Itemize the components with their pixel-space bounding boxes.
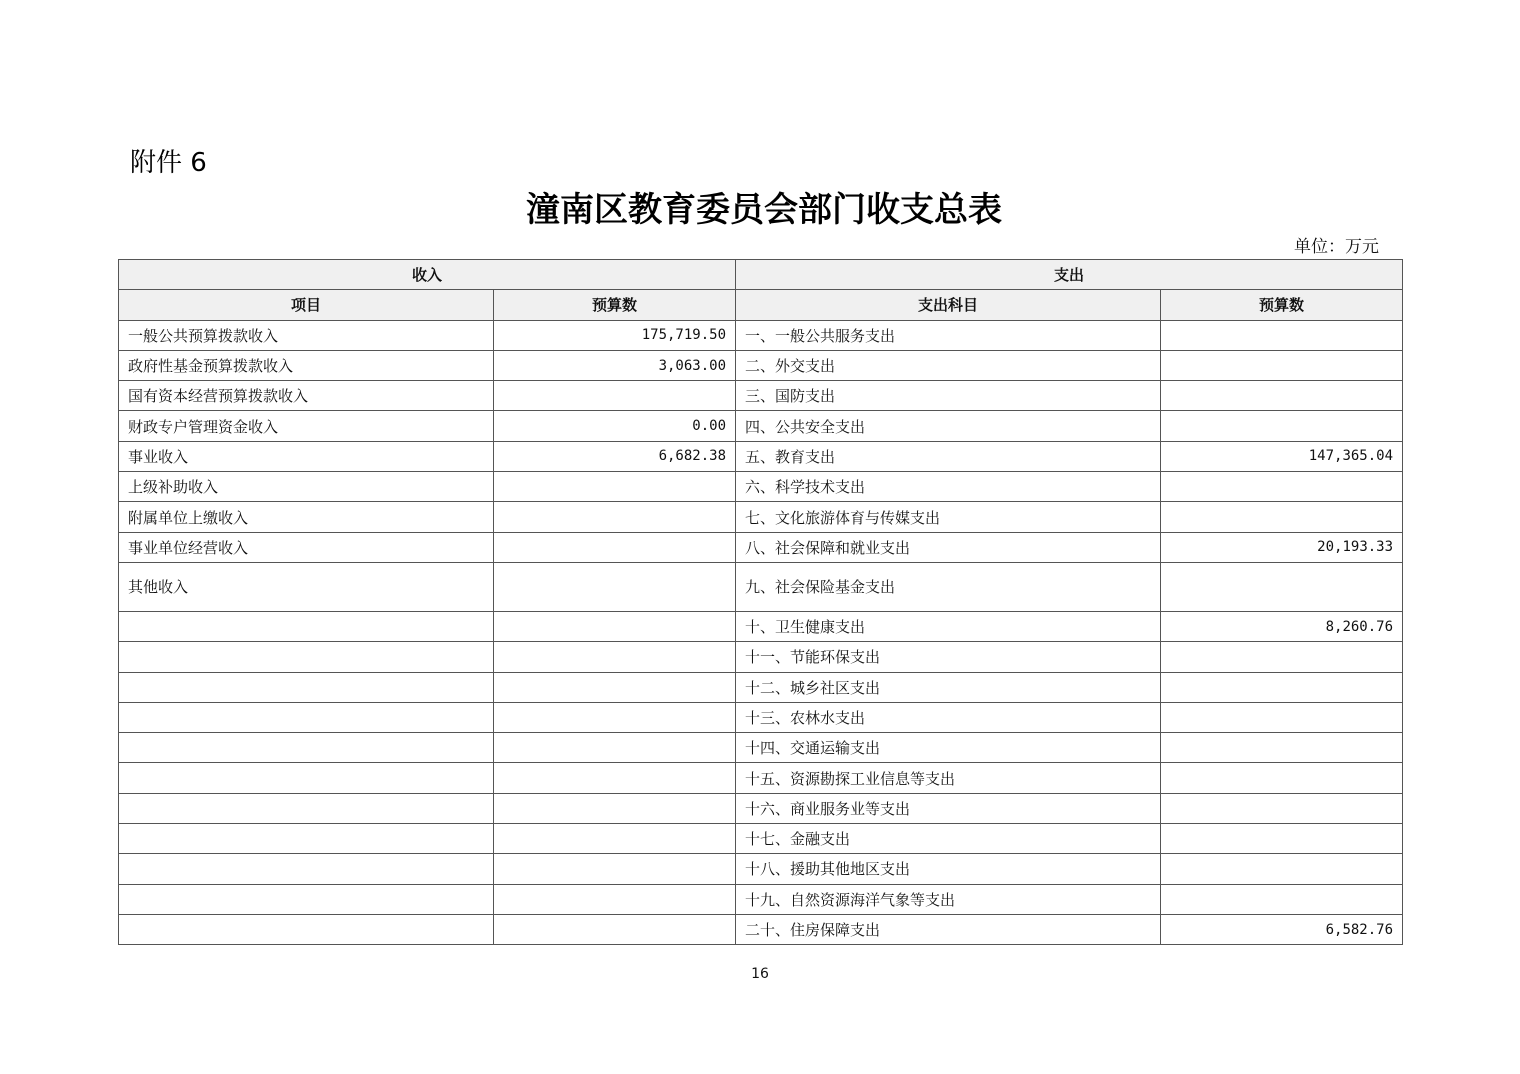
income-budget-cell — [494, 763, 736, 793]
expense-budget-cell — [1161, 320, 1403, 350]
expense-item-cell: 十二、城乡社区支出 — [736, 672, 1161, 702]
table-row — [119, 441, 1403, 471]
expense-item-cell: 十九、自然资源海洋气象等支出 — [736, 884, 1161, 914]
income-item-cell — [119, 733, 494, 763]
income-budget-cell — [494, 642, 736, 672]
income-item-cell — [119, 642, 494, 672]
expense-item-cell: 二、外交支出 — [736, 350, 1161, 380]
expense-budget-cell — [1161, 502, 1403, 532]
table-row — [119, 411, 1403, 441]
expense-budget-cell — [1161, 793, 1403, 823]
expense-group-header: 支出 — [736, 260, 1403, 290]
table-row — [119, 642, 1403, 672]
income-item-cell: 其他收入 — [119, 562, 494, 611]
income-item-cell: 事业收入 — [119, 441, 494, 471]
expense-item-cell: 十七、金融支出 — [736, 824, 1161, 854]
expense-budget-header: 预算数 — [1161, 290, 1403, 320]
income-item-cell: 附属单位上缴收入 — [119, 502, 494, 532]
income-item-cell — [119, 702, 494, 732]
expense-item-cell: 十三、农林水支出 — [736, 702, 1161, 732]
table-row — [119, 320, 1403, 350]
table-row — [119, 914, 1403, 944]
expense-budget-cell — [1161, 733, 1403, 763]
income-budget-cell — [494, 381, 736, 411]
income-budget-cell — [494, 672, 736, 702]
income-budget-cell — [494, 472, 736, 502]
expense-item-cell: 十五、资源勘探工业信息等支出 — [736, 763, 1161, 793]
attachment-label: 附件 6 — [130, 148, 207, 178]
expense-item-header: 支出科目 — [736, 290, 1161, 320]
income-item-cell — [119, 884, 494, 914]
income-item-cell — [119, 854, 494, 884]
income-budget-cell — [494, 884, 736, 914]
expense-item-cell: 六、科学技术支出 — [736, 472, 1161, 502]
income-budget-cell — [494, 562, 736, 611]
expense-budget-cell — [1161, 763, 1403, 793]
expense-budget-cell: 147,365.04 — [1161, 441, 1403, 471]
table-row — [119, 763, 1403, 793]
table-row — [119, 502, 1403, 532]
expense-budget-cell: 20,193.33 — [1161, 532, 1403, 562]
income-budget-cell — [494, 793, 736, 823]
expense-budget-cell — [1161, 350, 1403, 380]
page-number: 16 — [751, 966, 769, 982]
expense-item-cell: 十八、援助其他地区支出 — [736, 854, 1161, 884]
income-budget-cell — [494, 824, 736, 854]
expense-budget-cell — [1161, 562, 1403, 611]
income-budget-cell — [494, 502, 736, 532]
income-item-cell — [119, 793, 494, 823]
income-item-cell — [119, 763, 494, 793]
expense-item-cell: 三、国防支出 — [736, 381, 1161, 411]
income-budget-cell — [494, 611, 736, 641]
expense-item-cell: 一、一般公共服务支出 — [736, 320, 1161, 350]
expense-budget-cell — [1161, 884, 1403, 914]
expense-budget-cell — [1161, 854, 1403, 884]
table-row — [119, 884, 1403, 914]
expense-budget-cell — [1161, 472, 1403, 502]
expense-item-cell: 二十、住房保障支出 — [736, 914, 1161, 944]
table-row — [119, 793, 1403, 823]
income-item-cell: 一般公共预算拨款收入 — [119, 320, 494, 350]
unit-label: 单位：万元 — [1294, 237, 1379, 257]
income-budget-cell: 175,719.50 — [494, 320, 736, 350]
income-item-cell: 事业单位经营收入 — [119, 532, 494, 562]
income-item-cell — [119, 672, 494, 702]
expense-item-cell: 八、社会保障和就业支出 — [736, 532, 1161, 562]
income-item-header: 项目 — [119, 290, 494, 320]
income-group-header: 收入 — [119, 260, 736, 290]
table-row — [119, 562, 1403, 611]
expense-budget-cell: 6,582.76 — [1161, 914, 1403, 944]
income-item-cell — [119, 611, 494, 641]
expense-item-cell: 十一、节能环保支出 — [736, 642, 1161, 672]
income-expense-table — [118, 259, 1403, 945]
income-item-cell: 财政专户管理资金收入 — [119, 411, 494, 441]
expense-budget-cell: 8,260.76 — [1161, 611, 1403, 641]
income-budget-cell — [494, 702, 736, 732]
income-item-cell: 上级补助收入 — [119, 472, 494, 502]
document-title: 潼南区教育委员会部门收支总表 — [526, 190, 1002, 230]
income-budget-cell: 0.00 — [494, 411, 736, 441]
expense-budget-cell — [1161, 702, 1403, 732]
table-row — [119, 350, 1403, 380]
income-item-cell — [119, 914, 494, 944]
table-body — [119, 320, 1403, 945]
table-row — [119, 472, 1403, 502]
income-budget-cell: 6,682.38 — [494, 441, 736, 471]
income-item-cell: 国有资本经营预算拨款收入 — [119, 381, 494, 411]
expense-budget-cell — [1161, 642, 1403, 672]
table-row — [119, 381, 1403, 411]
table-row — [119, 702, 1403, 732]
expense-budget-cell — [1161, 381, 1403, 411]
expense-item-cell: 九、社会保险基金支出 — [736, 562, 1161, 611]
expense-item-cell: 十六、商业服务业等支出 — [736, 793, 1161, 823]
expense-budget-cell — [1161, 824, 1403, 854]
expense-item-cell: 十四、交通运输支出 — [736, 733, 1161, 763]
income-budget-cell — [494, 914, 736, 944]
income-item-cell — [119, 824, 494, 854]
income-budget-cell: 3,063.00 — [494, 350, 736, 380]
expense-budget-cell — [1161, 672, 1403, 702]
table-row — [119, 672, 1403, 702]
income-item-cell: 政府性基金预算拨款收入 — [119, 350, 494, 380]
expense-item-cell: 四、公共安全支出 — [736, 411, 1161, 441]
table-row — [119, 854, 1403, 884]
income-budget-header: 预算数 — [494, 290, 736, 320]
table-row — [119, 824, 1403, 854]
income-budget-cell — [494, 733, 736, 763]
table-row — [119, 611, 1403, 641]
expense-budget-cell — [1161, 411, 1403, 441]
expense-item-cell: 七、文化旅游体育与传媒支出 — [736, 502, 1161, 532]
income-budget-cell — [494, 532, 736, 562]
table-row — [119, 532, 1403, 562]
expense-item-cell: 十、卫生健康支出 — [736, 611, 1161, 641]
table-row — [119, 733, 1403, 763]
expense-item-cell: 五、教育支出 — [736, 441, 1161, 471]
income-budget-cell — [494, 854, 736, 884]
